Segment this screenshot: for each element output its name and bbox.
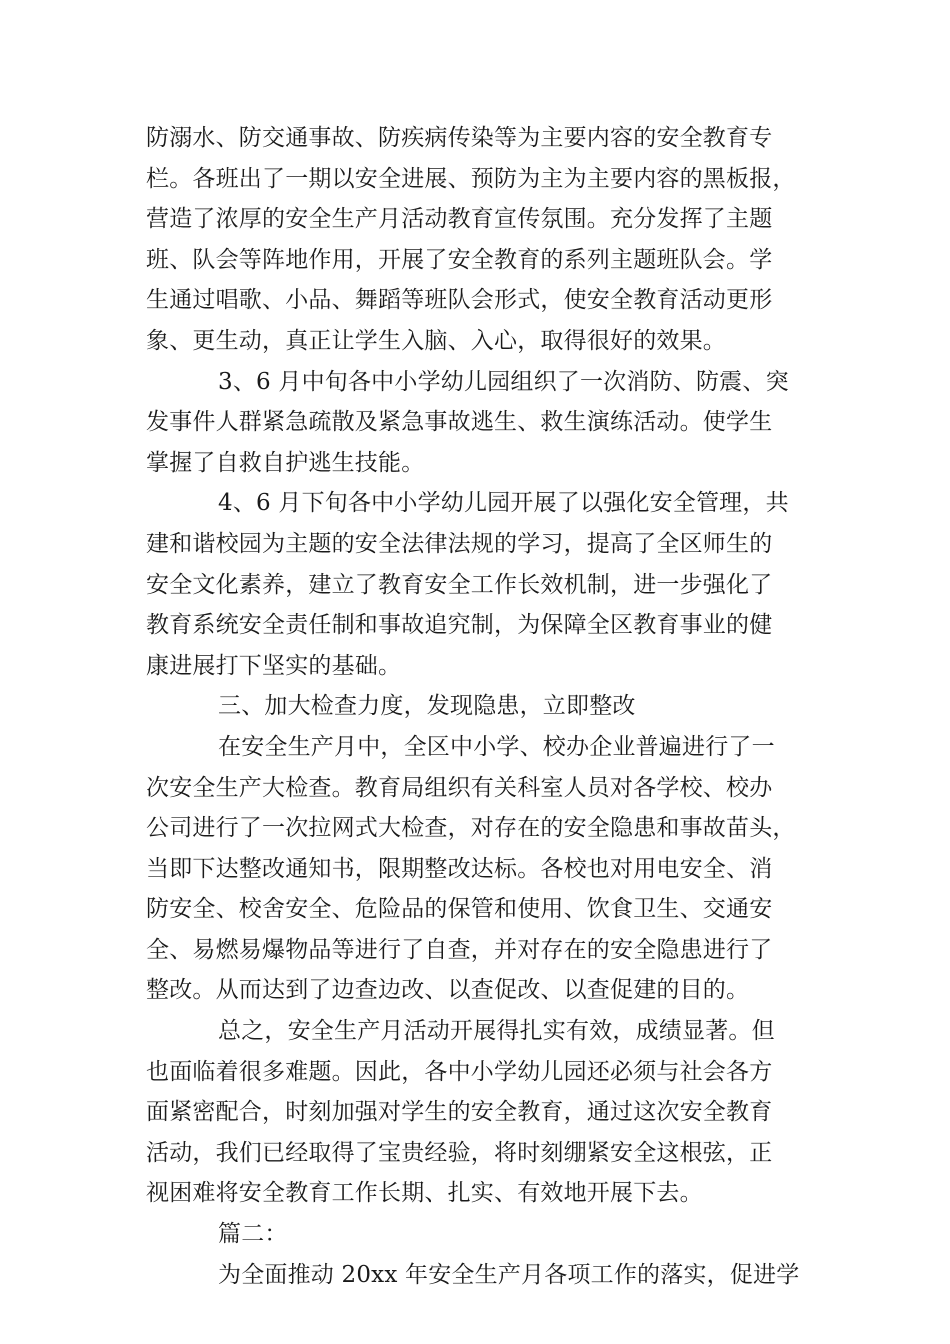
paragraph-line: 全、易燃易爆物品等进行了自查，并对存在的安全隐患进行了 xyxy=(146,936,773,963)
paragraph-first-line: 篇二： xyxy=(218,1221,288,1248)
paragraph-first-line: 3、6 月中旬各中小学幼儿园组织了一次消防、防震、突 xyxy=(218,368,789,395)
paragraph-line: 教育系统安全责任制和事故追究制，为保障全区教育事业的健 xyxy=(146,612,773,639)
paragraph-first-line: 4、6 月下旬各中小学幼儿园开展了以强化安全管理，共 xyxy=(218,490,789,517)
paragraph-line: 营造了浓厚的安全生产月活动教育宣传氛围。充分发挥了主题 xyxy=(146,206,773,233)
paragraph-line: 整改。从而达到了边查边改、以查促改、以查促建的目的。 xyxy=(146,977,750,1004)
paragraph-first-line: 三、加大检查力度，发现隐患，立即整改 xyxy=(218,693,636,720)
paragraph-line: 次安全生产大检查。教育局组织有关科室人员对各学校、校办 xyxy=(146,774,773,801)
paragraph-line: 视困难将安全教育工作长期、扎实、有效地开展下去。 xyxy=(146,1180,703,1207)
paragraph-line: 安全文化素养，建立了教育安全工作长效机制，进一步强化了 xyxy=(146,571,773,598)
paragraph-line: 班、队会等阵地作用，开展了安全教育的系列主题班队会。学 xyxy=(146,246,773,273)
paragraph-first-line: 为全面推动 20xx 年安全生产月各项工作的落实，促进学 xyxy=(218,1261,800,1288)
paragraph-first-line: 在安全生产月中，全区中小学、校办企业普遍进行了一 xyxy=(218,733,775,760)
paragraph-line: 栏。各班出了一期以安全进展、预防为主为主要内容的黑板报， xyxy=(146,165,796,192)
paragraph-line: 防安全、校舍安全、危险品的保管和使用、饮食卫生、交通安 xyxy=(146,896,773,923)
paragraph-first-line: 总之，安全生产月活动开展得扎实有效，成绩显著。但 xyxy=(218,1018,775,1045)
paragraph-line: 象、更生动，真正让学生入脑、入心，取得很好的效果。 xyxy=(146,327,726,354)
paragraph-line: 建和谐校园为主题的安全法律法规的学习，提高了全区师生的 xyxy=(146,530,773,557)
paragraph-line: 活动，我们已经取得了宝贵经验，将时刻绷紧安全这根弦，正 xyxy=(146,1139,773,1166)
paragraph-line: 防溺水、防交通事故、防疾病传染等为主要内容的安全教育专 xyxy=(146,125,773,151)
paragraph-line: 也面临着很多难题。因此，各中小学幼儿园还必须与社会各方 xyxy=(146,1058,773,1085)
paragraph-line: 掌握了自救自护逃生技能。 xyxy=(146,449,425,476)
document-body xyxy=(146,118,802,1295)
paragraph-line: 公司进行了一次拉网式大检查，对存在的安全隐患和事故苗头， xyxy=(146,815,796,842)
paragraph-line: 当即下达整改通知书，限期整改达标。各校也对用电安全、消 xyxy=(146,855,773,882)
paragraph-line: 发事件人群紧急疏散及紧急事故逃生、救生演练活动。使学生 xyxy=(146,409,773,436)
paragraph-line: 康进展打下坚实的基础。 xyxy=(146,652,402,679)
paragraph-line: 生通过唱歌、小品、舞蹈等班队会形式，使安全教育活动更形 xyxy=(146,287,773,314)
paragraph-line: 面紧密配合，时刻加强对学生的安全教育，通过这次安全教育 xyxy=(146,1099,773,1126)
